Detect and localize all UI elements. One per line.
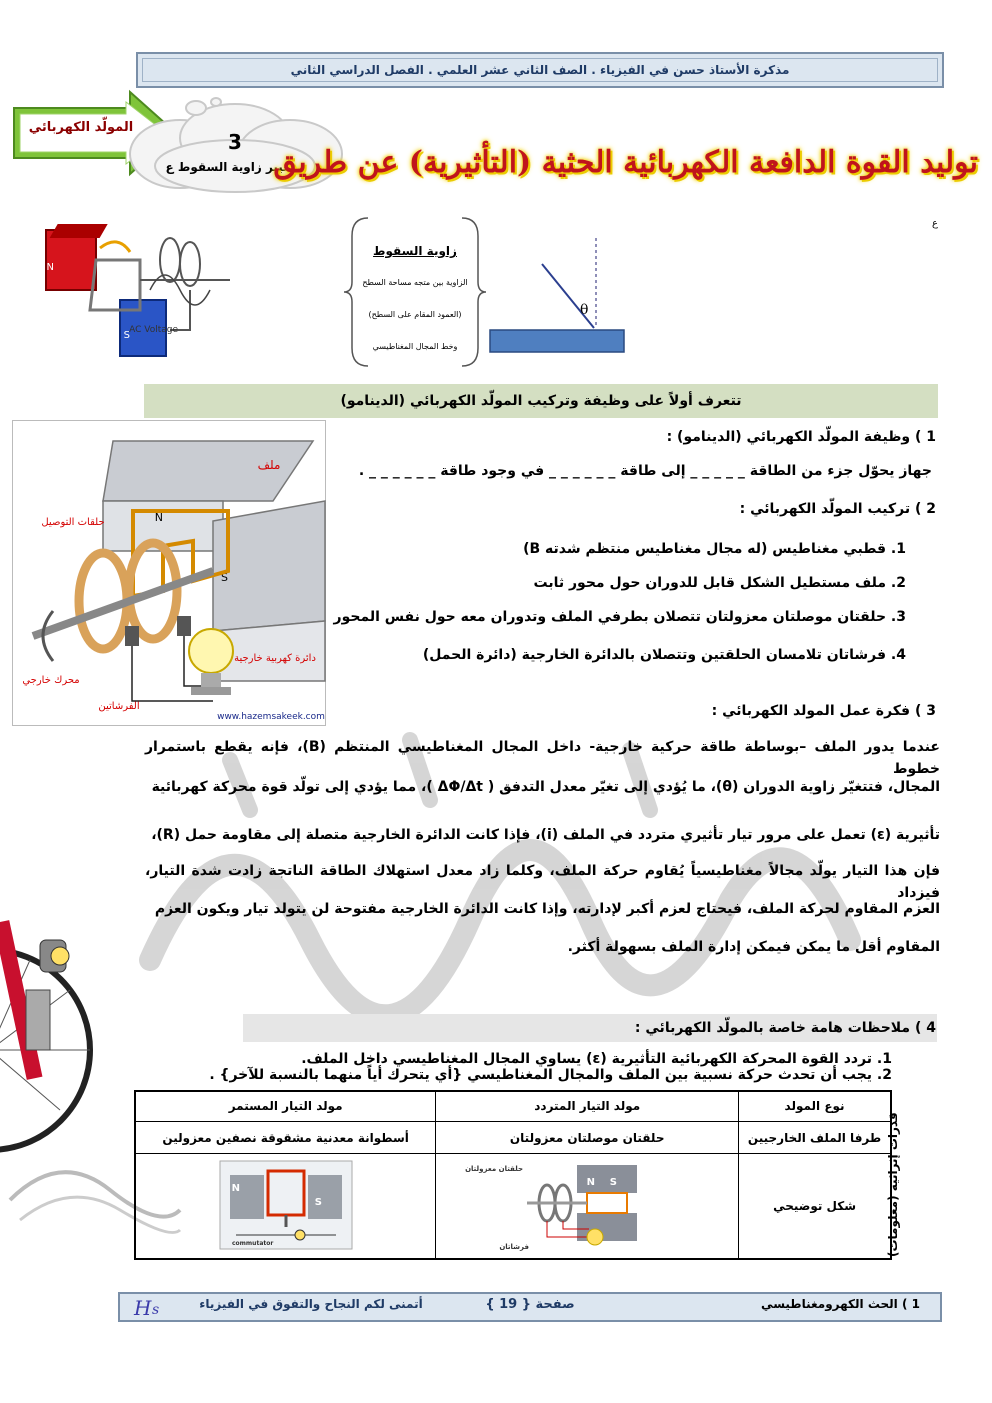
- section2-item-2: 2. ملف مستطيل الشكل قابل للدوران حول محور ثابت: [533, 575, 906, 591]
- ac-generator-figure: [465, 1157, 687, 1253]
- svg-text:s: s: [152, 1302, 160, 1318]
- theta-symbol: θ: [580, 302, 589, 318]
- ac-voltage-label: AC Voltage: [129, 325, 178, 335]
- svg-text:H: H: [134, 1296, 152, 1320]
- ac-fig-n: N: [586, 1176, 596, 1188]
- ac-fig-s: S: [610, 1176, 618, 1188]
- bicycle-dynamo-figure: [0, 920, 110, 1110]
- fig-motor-label: محرك خارجي: [22, 675, 80, 686]
- bulb-shape: [189, 629, 233, 673]
- angle-line-2: (العمود المقام على السطح): [368, 310, 462, 319]
- header-bar: [136, 52, 944, 88]
- generator-figure-svg: [13, 421, 325, 725]
- section2-item-3: 3. حلقتان موصلتان معزولتان تتصلان بطرفي الملف وتدوران معه حول نفس المحور: [333, 609, 906, 625]
- field-line: [542, 264, 594, 328]
- fig-site-label: www.hazemsakeek.com: [217, 712, 325, 722]
- table-header-ac: مولد التيار المتردد: [436, 1091, 739, 1121]
- section3-line-4: فإن هذا التيار يولّد مجالاً مغناطيسياً يُقاوم حركة الملف، وكلما زاد معدل استهلاك الطاقة الناتجة زادت شدة التيار، فيزداد: [145, 863, 940, 901]
- section1-heading: 1 ) وظيفة المولّد الكهربائي (الدينامو) :: [666, 429, 936, 445]
- dc-fig-commutator: commutator: [231, 1239, 273, 1247]
- generator-figure-left: [12, 420, 326, 726]
- arrow-label: المولّد الكهربائي: [28, 120, 134, 135]
- fig-brushes-label: الفرشاتين: [98, 701, 140, 712]
- angle-title: زاوية السقوط: [373, 244, 457, 258]
- section3-heading: 3 ) فكرة عمل المولد الكهربائي :: [711, 703, 936, 719]
- generator-comparison-table: [134, 1090, 892, 1260]
- magnet-n-label: N: [46, 262, 54, 273]
- angle-line-3: وخط المجال المغناطيسي: [372, 342, 458, 351]
- table-cell-ends: طرفا الملف الخارجيين: [739, 1121, 891, 1153]
- header-text: مذكرة الأستاذ حسن في الفيزياء . الصف الثاني عشر العلمي . الفصل الدراسي الثاني: [290, 63, 790, 77]
- table-header-dc: مولد التيار المستمر: [135, 1091, 436, 1121]
- stray-char: ع: [932, 218, 938, 229]
- ac-fig-rings: حلقتان معزولتان: [465, 1164, 524, 1173]
- angle-diagram: [486, 230, 626, 360]
- fig-n-label: N: [154, 511, 163, 524]
- banner-text: تتعرف أولاً على وظيفة وتركيب المولّد الكهربائي (الدينامو): [340, 393, 742, 409]
- cloud-label: تغيير زاوية السقوط ع: [165, 160, 295, 174]
- table-cell-ac-rings: حلقتان موصلتان معزولتان: [436, 1121, 739, 1153]
- angle-line-1: الزاوية بين متجه مساحة السطح: [362, 278, 468, 287]
- side-label-enrichment: قدرات إثرائية (معلومات): [886, 1112, 900, 1258]
- table-cell-ac-figure: [436, 1154, 739, 1259]
- section3-line-2: المجال، فتتغيّر زاوية الدوران (θ)، ما يُؤدي إلى تغيّر معدل التدفق ( ΔΦ/Δt )، مما يؤدي إلى تولّد قوة محركة كهربائية: [151, 779, 940, 795]
- generator-figure-top: [30, 220, 250, 370]
- magnet-s-label: S: [123, 330, 130, 341]
- fig-s-label: S: [221, 571, 228, 584]
- dc-generator-figure: [216, 1157, 356, 1253]
- magnet-n-shape: [46, 230, 96, 290]
- page-title: توليد القوة الدافعة الكهربائية الحثية (التأثيرية) عن طريق: [273, 145, 978, 180]
- table-header-type: نوع المولد: [739, 1091, 891, 1121]
- fig-external-circuit-label: دائرة كهربية خارجية: [234, 653, 316, 664]
- section2-heading: 2 ) تركيب المولّد الكهربائي :: [739, 501, 936, 517]
- cloud-number: 3: [228, 130, 242, 154]
- fig-coil-label: ملف: [257, 458, 281, 472]
- signature-logo-icon: [130, 1294, 174, 1320]
- table-cell-figure-label: شكل توضيحي: [739, 1154, 891, 1259]
- section4-item-1: 1. تردد القوة المحركة الكهربائية التأثيرية (ε) يساوي المجال المغناطيسي داخل الملف.: [301, 1051, 892, 1067]
- footer-left-text: أتمنى لكم النجاح والتفوق في الفيزياء: [199, 1297, 423, 1311]
- section1-body: جهاز يحوّل جزء من الطاقة _ _ _ _ _ إلى طاقة _ _ _ _ _ _ في وجود طاقة _ _ _ _ _ _ .: [358, 463, 932, 479]
- section3-line-3: تأثيرية (ε) تعمل على مرور تيار تأثيري متردد في الملف (i)، فإذا كانت الدائرة الخارجية متصلة إلى مقاومة حمل (R)،: [151, 827, 940, 843]
- table-cell-dc-figure: [135, 1154, 436, 1259]
- fig-rings-label: حلقات التوصيل: [41, 517, 105, 528]
- table-cell-dc-commutator: أسطوانة معدنية مشقوقة نصفين معزولين: [135, 1121, 436, 1153]
- section4-item-2: 2. يجب أن تحدث حركة نسبية بين الملف والمجال المغناطيسي {أي يتحرك أياً منهما بالنسبة للآخر} .: [209, 1067, 892, 1083]
- ac-fig-brushes: فرشاتان: [499, 1242, 530, 1251]
- section4-heading: 4 ) ملاحظات هامة خاصة بالمولّد الكهربائي :: [634, 1020, 936, 1036]
- section3-line-1: عندما يدور الملف –بوساطة طاقة حركية خارجية- داخل المجال المغناطيسي المنتظم (B)، فإنه يقطع باستمرار خطوط: [145, 739, 940, 777]
- surface-plate: [490, 330, 624, 352]
- section3-line-6: المقاوم أقل ما يمكن فيمكن إدارة الملف بسهولة أكثر.: [567, 939, 940, 955]
- dc-fig-n: N: [231, 1182, 240, 1194]
- footer-page-number: صفحة { 19 }: [485, 1297, 575, 1312]
- dc-fig-s: S: [314, 1196, 322, 1208]
- section2-item-1: 1. قطبي مغناطيس (له مجال مغناطيس منتظم شدته B): [523, 541, 906, 557]
- section3-line-5: العزم المقاوم لحركة الملف، فيحتاج لعزم أكبر لإدارته، وإذا كانت الدائرة الخارجية مفتوحة لن يتولد تيار ويكون العزم: [154, 901, 940, 917]
- footer-right-text: 1 ) الحث الكهرومغناطيسي: [761, 1297, 920, 1311]
- section2-item-4: 4. فرشاتان تلامسان الحلقتين وتتصلان بالدائرة الخارجية (دائرة الحمل): [422, 647, 906, 663]
- section-banner: [144, 384, 938, 418]
